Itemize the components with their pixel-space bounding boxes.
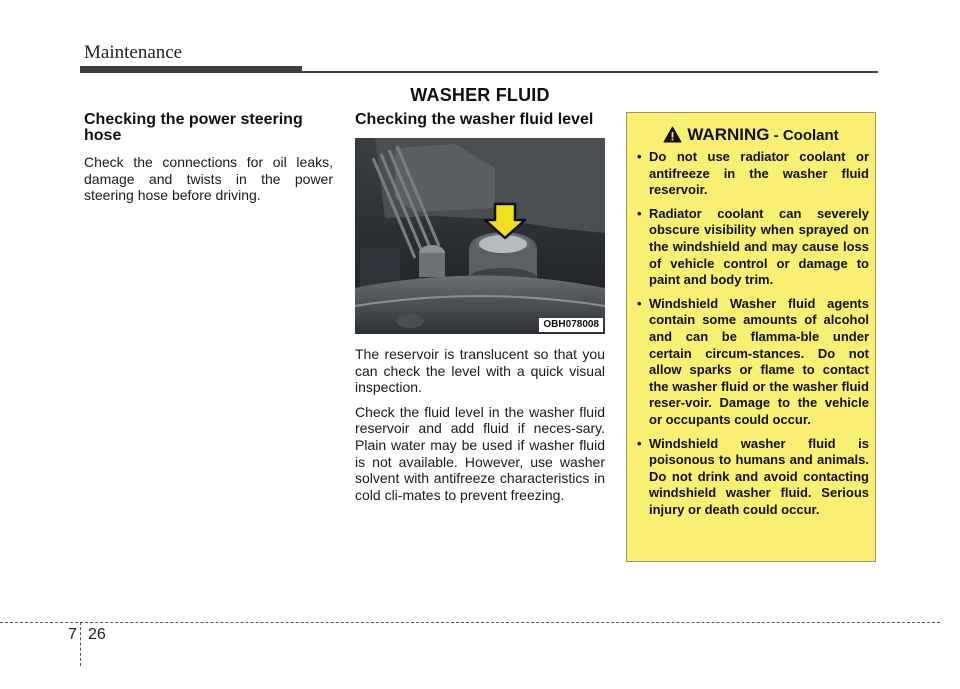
page-number: 26: [88, 626, 106, 643]
middle-column: [355, 112, 605, 511]
photo-code-label: OBH078008: [539, 318, 603, 332]
header-rule-thin: [302, 71, 878, 73]
warning-item: • Windshield washer fluid is poisonous to humans and animals. Do not drink and avoid contacting windshield washer fluid. Serious injury or death could occur.: [637, 435, 869, 517]
washer-fluid-heading: Checking the washer fluid level: [355, 111, 594, 128]
engine-bay-illustration: [355, 138, 605, 334]
engine-bay-photo: [355, 138, 605, 334]
warning-heading: [627, 125, 875, 148]
warning-subject: - Coolant: [769, 127, 839, 144]
left-column: [84, 112, 333, 212]
warning-item: • Windshield Washer fluid agents contain some amounts of alcohol and can be flamma-ble under certain circum-stances. Do not allow sparks or flame to contact the washer fluid or the washer fluid reser-voir. Damage to the vehicle or occupants could occur.: [637, 295, 869, 427]
washer-paragraph-1: The reservoir is translucent so that you can check the level with a quick visual inspection.: [355, 346, 605, 396]
header-title: Maintenance: [84, 42, 183, 63]
header-rule-thick: [80, 66, 302, 73]
washer-paragraph-2: Check the fluid level in the washer fluid reservoir and add fluid if neces-sary. Plain water may be used if washer fluid is not available. However, use washer solvent with antifreeze characteristics in cold cli-mates to prevent freezing.: [355, 403, 605, 503]
warning-list: [637, 149, 869, 525]
warning-box: [626, 112, 876, 562]
power-steering-body: Check the connections for oil leaks, damage and twists in the power steering hose before driving.: [84, 154, 333, 204]
warning-triangle-icon: [663, 126, 682, 148]
warning-item: • Radiator coolant can severely obscure visibility when sprayed on the windshield and may cause loss of vehicle control or damage to paint and body trim.: [637, 205, 869, 288]
footer-dashed-divider: [80, 622, 81, 666]
footer-dashed-rule: [0, 622, 940, 623]
power-steering-heading: Checking the power steering hose: [84, 111, 303, 144]
warning-item: • Do not use radiator coolant or antifreeze in the washer fluid reservoir.: [637, 149, 869, 198]
warning-label: WARNING: [687, 125, 770, 144]
chapter-number: 7: [68, 626, 77, 643]
section-title: WASHER FLUID: [410, 85, 550, 105]
